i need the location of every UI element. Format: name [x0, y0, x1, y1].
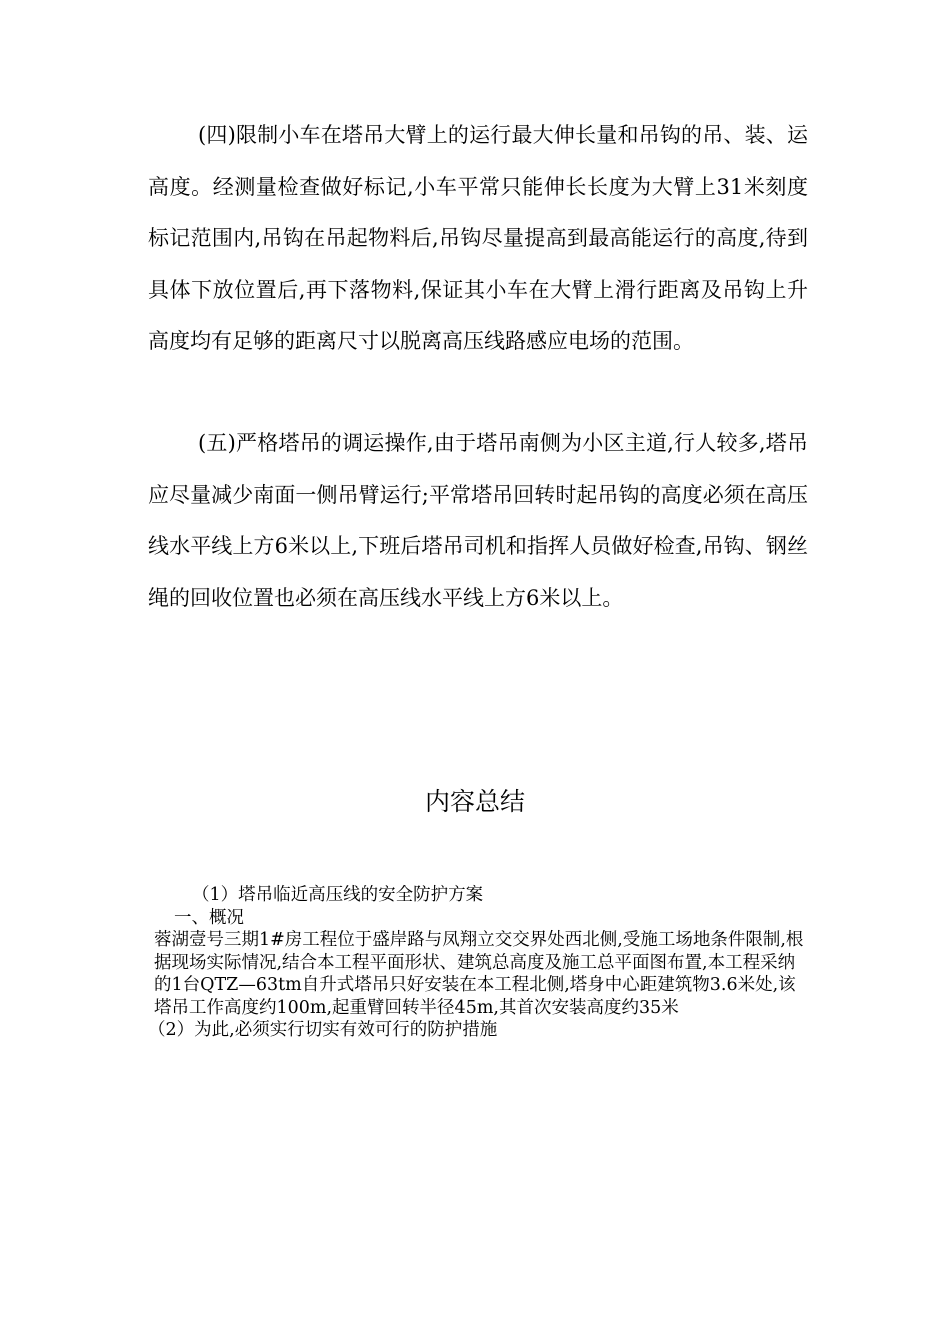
paragraph-section-5: (五)严格塔吊的调运操作,由于塔吊南侧为小区主道,行人较多,塔吊应尽量减少南面一侧吊臂运行;平常塔吊回转时起吊钩的高度必须在高压线水平线上方6米以上,下班后塔吊司机和指挥人员做好检查,吊钩、钢丝绳的回收位置也必须在高压线水平线上方6米以上。	[148, 431, 808, 610]
summary-heading: 内容总结	[424, 787, 525, 816]
summary-item-2: （2）为此,必须实行切实有效可行的防护措施	[148, 1020, 498, 1040]
summary-block	[148, 884, 808, 1042]
summary-item-1: （1）塔吊临近高压线的安全防护方案	[192, 885, 484, 905]
summary-body: 蓉湖壹号三期1#房工程位于盛岸路与凤翔立交交界处西北侧,受施工场地条件限制,根据现场实际情况,结合本工程平面形状、建筑总高度及施工总平面图布置,本工程采纳的1台QTZ—63tm自升式塔吊只好安装在本工程北侧,塔身中心距建筑物3.6米处,该塔吊工作高度约100m,起重臂回转半径45m,其首次安装高度约35米	[154, 930, 804, 1018]
summary-section-title: 一、概况	[174, 907, 244, 928]
paragraph-section-4: (四)限制小车在塔吊大臂上的运行最大伸长量和吊钩的吊、装、运高度。经测量检查做好标记,小车平常只能伸长长度为大臂上31米刻度标记范围内,吊钩在吊起物料后,吊钩尽量提高到最高能运行的高度,待到具体下放位置后,再下落物料,保证其小车在大臂上滑行距离及吊钩上升高度均有足够的距离尺寸以脱离高压线路感应电场的范围。	[148, 123, 808, 353]
